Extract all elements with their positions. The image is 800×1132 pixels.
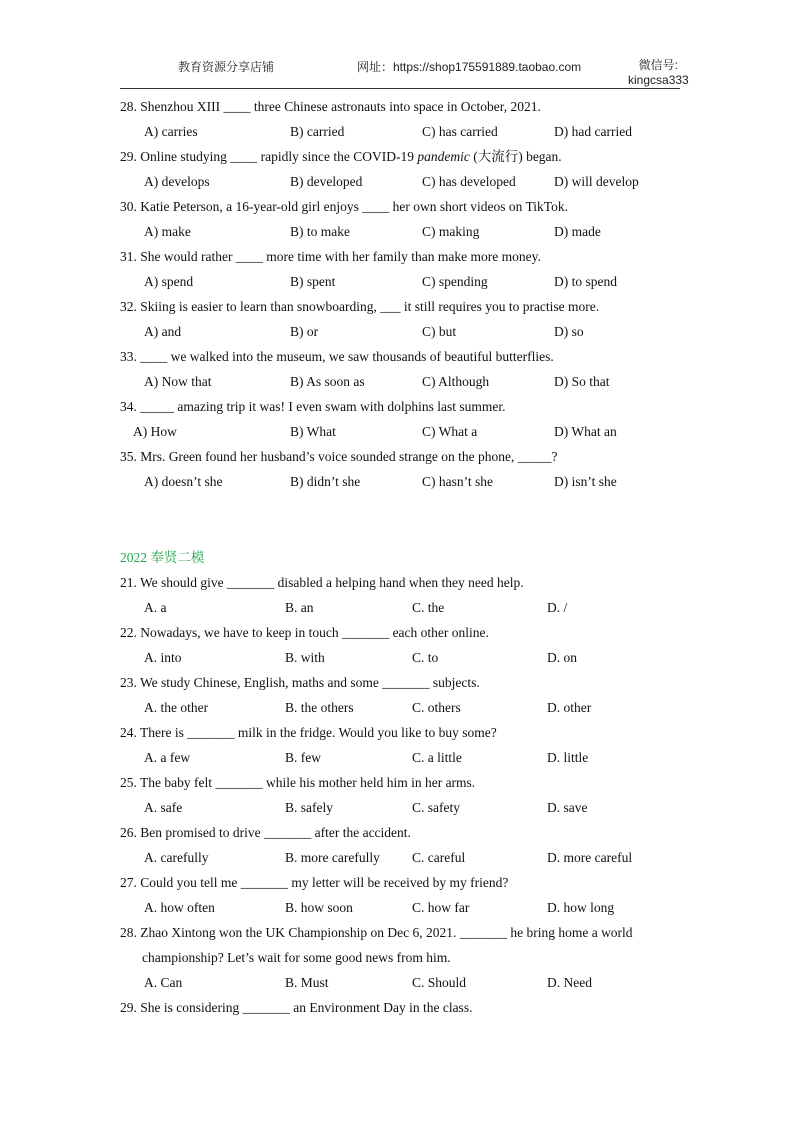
stem-part: (大流行) began. [469,149,562,164]
option-d: D) will develop [554,174,639,189]
option-row [120,895,690,920]
question-stem: 24. There is _______ milk in the fridge. Would you like to buy some? [120,725,497,740]
question-stem [120,144,690,169]
option-a: A) How [133,424,177,439]
question-stem: 27. Could you tell me _______ my letter will be received by my friend? [120,875,509,890]
question-stem: 28. Shenzhou XIII ____ three Chinese astronauts into space in October, 2021. [120,99,541,114]
question-stem: 29. She is considering _______ an Environment Day in the class. [120,1000,473,1015]
option-c: C. safety [412,800,460,815]
option-b: B. Must [285,975,329,990]
option-a: A) doesn’t she [144,474,223,489]
option-d: D) made [554,224,601,239]
option-a: A) make [144,224,191,239]
option-b: B) developed [290,174,363,189]
option-row [120,169,690,194]
option-b: B) carried [290,124,345,139]
question-stem: 26. Ben promised to drive _______ after the accident. [120,825,411,840]
wechat-label: 微信号: [638,58,678,72]
option-a: A. Can [144,975,183,990]
option-a: A) develops [144,174,210,189]
option-b: B) What [290,424,336,439]
option-d: D. on [547,650,577,665]
question-stem: 22. Nowadays, we have to keep in touch _______ each other online. [120,625,489,640]
option-b: B. the others [285,700,354,715]
shop-url[interactable]: 网址：https://shop175591889.taobao.com [357,60,582,74]
option-b: B) to make [290,224,350,239]
option-d: D. save [547,800,588,815]
option-c: C. to [412,650,439,665]
option-row [120,269,690,294]
option-c: C) making [422,224,480,239]
question-stem: 35. Mrs. Green found her husband’s voice sounded strange on the phone, _____? [120,449,558,464]
question-stem: 33. ____ we walked into the museum, we saw thousands of beautiful butterflies. [120,349,554,364]
option-a: A) Now that [144,374,212,389]
option-row [120,419,690,444]
option-b: B. with [285,650,325,665]
option-d: D) So that [554,374,610,389]
option-d: D) What an [554,424,617,439]
option-c: C) but [422,324,457,339]
wechat-value: kingcsa333 [628,73,689,87]
option-b: B) As soon as [290,374,365,389]
option-b: B. few [285,750,321,765]
option-c: C) What a [422,424,478,439]
option-c: C) has developed [422,174,516,189]
option-row [120,595,690,620]
option-a: A. safe [144,800,183,815]
option-a: A. into [144,650,182,665]
option-b: B. safely [285,800,333,815]
option-row [120,469,690,494]
option-b: B. an [285,600,314,615]
option-c: C) hasn’t she [422,474,493,489]
option-d: D) isn’t she [554,474,617,489]
option-row [120,795,690,820]
option-c: C. how far [412,900,470,915]
option-a: A) carries [144,124,198,139]
option-row [120,970,690,995]
option-b: B) spent [290,274,336,289]
option-d: D. little [547,750,589,765]
option-d: D. Need [547,975,592,990]
stem-part: 29. Online studying ____ rapidly since the COVID-19 [120,149,418,164]
option-a: A. carefully [144,850,209,865]
option-a: A. a few [144,750,191,765]
option-c: C) has carried [422,124,498,139]
option-c: C. the [412,600,445,615]
option-row [120,745,690,770]
shop-name: 教育资源分享店铺 [178,60,275,74]
option-c: C) spending [422,274,488,289]
stem-italic: pandemic [417,149,470,164]
option-d: D) to spend [554,274,617,289]
option-row [120,695,690,720]
option-row [120,219,690,244]
question-block-2 [120,570,690,1020]
option-row [120,645,690,670]
header-divider [120,88,680,89]
page-header [0,0,800,90]
option-a: A) and [144,324,182,339]
option-c: C. careful [412,850,466,865]
option-d: D) so [554,324,584,339]
worksheet-body [120,94,690,1020]
option-b: B) or [290,324,319,339]
question-stem: 30. Katie Peterson, a 16-year-old girl enjoys ____ her own short videos on TikTok. [120,199,568,214]
option-c: C. a little [412,750,462,765]
question-stem: 32. Skiing is easier to learn than snowboarding, ___ it still requires you to practise more. [120,299,600,314]
question-stem: 34. _____ amazing trip it was! I even swam with dolphins last summer. [120,399,506,414]
question-stem: 28. Zhao Xintong won the UK Championship on Dec 6, 2021. _______ he bring home a world [120,925,633,940]
option-b: B. how soon [285,900,353,915]
option-c: C. others [412,700,461,715]
option-row [120,119,690,144]
wechat-id [628,58,689,88]
option-c: C) Although [422,374,490,389]
option-row [120,319,690,344]
question-stem: 23. We study Chinese, English, maths and some _______ subjects. [120,675,480,690]
option-d: D. how long [547,900,615,915]
question-block-1 [120,94,690,494]
option-b: B) didn’t she [290,474,361,489]
option-d: D) had carried [554,124,632,139]
option-a: A. a [144,600,167,615]
option-d: D. other [547,700,592,715]
option-b: B. more carefully [285,850,380,865]
question-stem: 31. She would rather ____ more time with her family than make more money. [120,249,541,264]
question-stem-continued: championship? Let’s wait for some good news from him. [142,950,451,965]
option-a: A) spend [144,274,194,289]
option-row [120,369,690,394]
question-stem: 25. The baby felt _______ while his mother held him in her arms. [120,775,476,790]
option-a: A. the other [144,700,209,715]
option-row [120,845,690,870]
option-d: D. / [547,600,568,615]
section-title: 2022 奉贤二模 [120,550,205,565]
option-d: D. more careful [547,850,633,865]
question-stem: 21. We should give _______ disabled a helping hand when they need help. [120,575,524,590]
option-c: C. Should [412,975,467,990]
option-a: A. how often [144,900,215,915]
